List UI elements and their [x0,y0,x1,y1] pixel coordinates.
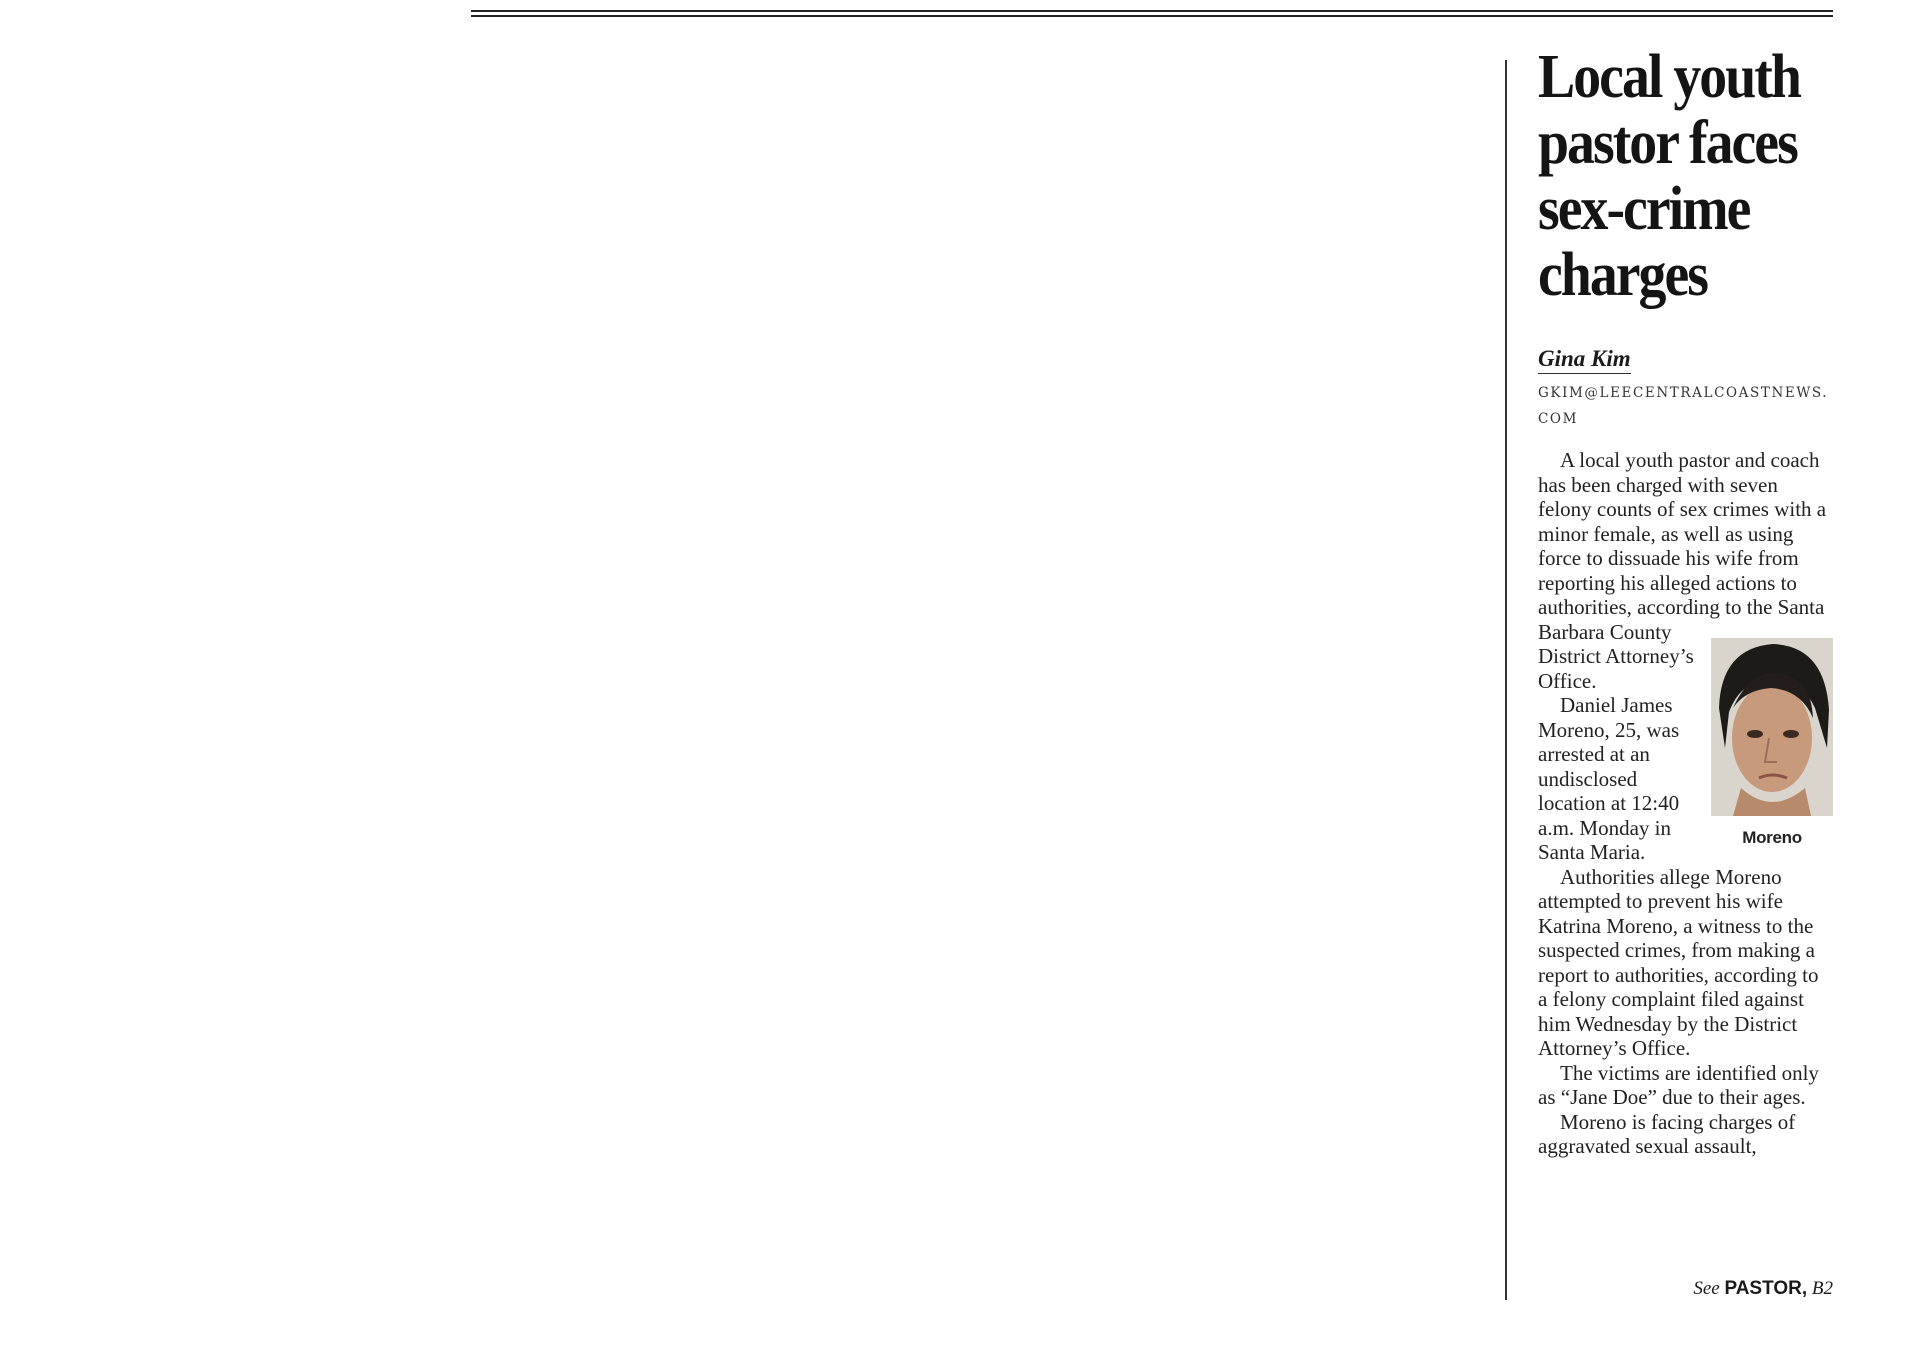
top-double-rule [471,10,1833,12]
jump-see: See [1693,1278,1720,1299]
photo-caption: Moreno [1742,828,1802,847]
jump-line[interactable] [1538,1278,1833,1300]
paragraph-3: Authorities allege Moreno attempted to prevent his wife Katrina Moreno, a witness to the suspected crimes, from making a report to authorities, according to a felony complaint filed against him Wednesday by the District Attorney’s Office. [1538,864,1819,1060]
paragraph-2: Daniel James Moreno, 25, was arrested at an undisclosed location at 12:40 a.m. Monday in Santa Maria. [1538,693,1680,864]
portrait-image [1711,638,1833,816]
top-double-rule-lower [471,15,1833,17]
article-header [1538,44,1833,432]
mugshot-photo [1711,638,1833,816]
byline-author[interactable]: Gina Kim [1538,346,1631,374]
paragraph-5: Moreno is facing charges of aggravated sexual assault, [1538,1109,1796,1158]
mugshot-figure [1711,638,1833,851]
column-divider [1505,60,1507,1300]
paragraph-4: The victims are identified only as “Jane Doe” due to their ages. [1538,1060,1819,1109]
paragraph-1: A local youth pastor and coach has been charged with seven felony counts of sex crimes with a minor female, as well as using force to dissuade his wife from reporting his alleged actions to authorities, according to the Santa Barbara County District Attorney’s Office. [1538,448,1827,693]
article-body [1538,448,1833,1159]
headline: Local youth pastor faces sex-crime charges [1538,43,1800,309]
jump-page: B2 [1811,1278,1833,1299]
jump-keyword: PASTOR, [1724,1278,1808,1299]
author-email[interactable]: GKIM@LEECENTRALCOASTNEWS. COM [1538,385,1829,427]
